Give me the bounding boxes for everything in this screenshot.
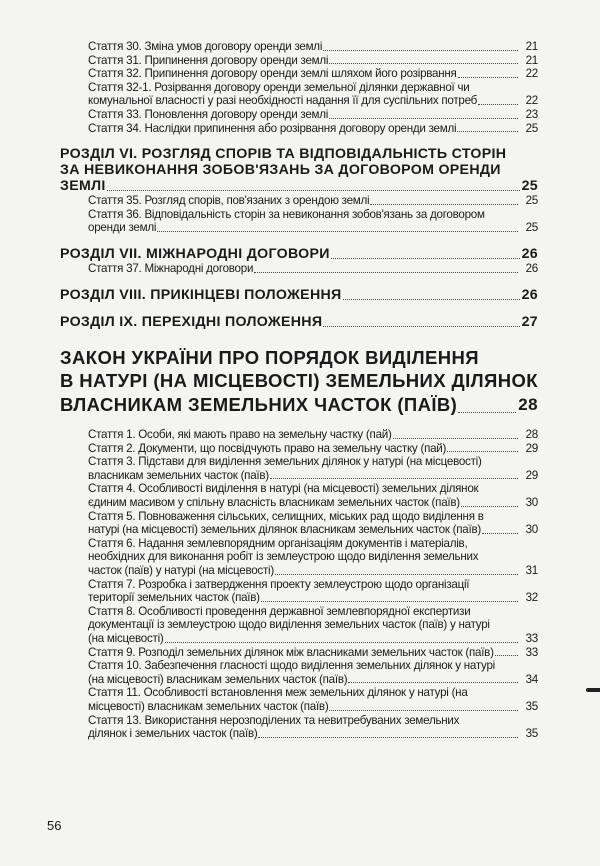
entry-line	[60, 146, 538, 162]
entry-line	[88, 81, 538, 95]
entry-text: необхідних для виконання робіт із землеустрою щодо виділення земельних	[88, 550, 479, 564]
toc-article-entry	[88, 262, 538, 276]
entry-text: Стаття 13. Використання нерозподілених та невитребуваних земельних	[88, 713, 460, 727]
dot-leader	[343, 299, 520, 300]
toc-section-entry	[60, 314, 538, 330]
entry-line	[60, 287, 538, 303]
toc-article-entry	[88, 67, 538, 81]
entry-page-number: 32	[525, 591, 538, 605]
entry-text: території земельних часток (паїв)	[88, 591, 260, 605]
entry-page-number: 23	[525, 107, 538, 121]
toc-article-entry	[88, 194, 538, 208]
entry-text: Стаття 31. Припинення договору оренди землі	[88, 53, 329, 67]
entry-page-number: 25	[525, 221, 538, 235]
entry-text: комунальної власності у разі необхідності надання її для суспільних потреб	[88, 94, 478, 108]
entry-page-number: 33	[525, 645, 538, 659]
toc-article-entry	[88, 605, 538, 646]
entry-line	[88, 564, 538, 578]
entry-line	[88, 428, 538, 442]
toc-article-entry	[88, 81, 538, 108]
entry-text: (на місцевості)	[88, 631, 164, 645]
dot-leader	[478, 104, 518, 105]
entry-text: Стаття 2. Документи, що посвідчують право на земельну частку (пай)	[88, 441, 447, 455]
entry-line	[88, 54, 538, 68]
entry-text: РОЗДІЛ IX. ПЕРЕХІДНІ ПОЛОЖЕННЯ	[60, 313, 323, 330]
dot-leader	[107, 190, 520, 191]
table-of-contents	[60, 40, 538, 741]
entry-line	[88, 455, 538, 469]
entry-line	[88, 67, 538, 81]
entry-line	[60, 369, 538, 393]
entry-text: Стаття 4. Особливості виділення в натурі (на місцевості) земельних ділянок	[88, 482, 479, 496]
entry-line	[60, 314, 538, 330]
entry-line	[88, 550, 538, 564]
entry-text: Стаття 9. Розподіл земельних ділянок між власниками земельних часток (паїв)	[88, 645, 494, 659]
toc-section-entry	[60, 146, 538, 194]
dot-leader	[482, 533, 518, 534]
dot-leader	[275, 574, 518, 575]
entry-page-number: 26	[525, 261, 538, 275]
entry-page-number: 29	[525, 468, 538, 482]
toc-article-entry	[88, 714, 538, 741]
entry-text: Стаття 3. Підстави для виділення земельних ділянок у натурі (на місцевості)	[88, 455, 482, 469]
entry-line	[88, 262, 538, 276]
entry-line	[88, 686, 538, 700]
dot-leader	[457, 131, 518, 132]
entry-page-number: 31	[525, 563, 538, 577]
entry-text: ЗАКОН УКРАЇНИ ПРО ПОРЯДОК ВИДІЛЕННЯ	[60, 346, 480, 368]
entry-text: ЗА НЕВИКОНАННЯ ЗОБОВ'ЯЗАНЬ ЗА ДОГОВОРОМ ОРЕНДИ	[60, 162, 501, 179]
toc-article-entry	[88, 659, 538, 686]
toc-article-entry	[88, 482, 538, 509]
entry-line	[88, 578, 538, 592]
entry-page-number: 27	[521, 313, 538, 330]
entry-line	[60, 346, 538, 370]
entry-page-number: 28	[525, 428, 538, 442]
entry-text: єдиним масивом у спільну власність власникам земельних часток (паїв)	[88, 496, 460, 509]
entry-text: Стаття 33. Поновлення договору оренди землі	[88, 107, 329, 121]
dot-leader	[270, 478, 518, 479]
entry-page-number: 25	[525, 194, 538, 208]
entry-text: Стаття 35. Розгляд спорів, пов'язаних з орендою землі	[88, 194, 370, 208]
entry-text: РОЗДІЛ VII. МІЖНАРОДНІ ДОГОВОРИ	[60, 245, 330, 262]
dot-leader	[165, 642, 518, 643]
entry-line	[88, 40, 538, 54]
entry-text: власникам земельних часток (паїв)	[88, 468, 269, 482]
entry-line	[88, 537, 538, 551]
entry-page-number: 34	[525, 672, 538, 686]
dot-leader	[393, 438, 518, 439]
toc-article-entry	[88, 208, 538, 235]
entry-line	[88, 221, 538, 235]
toc-article-entry	[88, 122, 538, 136]
entry-line	[88, 469, 538, 483]
dot-leader	[461, 506, 518, 507]
entry-text: ЗЕМЛІ	[60, 178, 106, 195]
entry-text: Стаття 32-1. Розірвання договору оренди земельної ділянки державної чи	[88, 80, 470, 94]
entry-line	[88, 591, 538, 605]
entry-text: РОЗДІЛ VIII. ПРИКІНЦЕВІ ПОЛОЖЕННЯ	[60, 286, 342, 303]
entry-line	[88, 714, 538, 728]
entry-text: Стаття 37. Міжнародні договори	[88, 261, 254, 275]
entry-line	[60, 393, 538, 417]
entry-line	[88, 523, 538, 537]
dot-leader	[458, 77, 518, 78]
entry-text: оренди землі	[88, 221, 157, 235]
dot-leader	[329, 118, 518, 119]
entry-text: Стаття 1. Особи, які мають право на земельну частку (пай)	[88, 428, 392, 442]
entry-text: місцевості) власникам земельних часток (паїв)	[88, 699, 329, 713]
entry-text: Стаття 7. Розробка і затвердження проекту землеустрою щодо організації	[88, 577, 470, 591]
toc-article-entry	[88, 578, 538, 605]
entry-page-number: 35	[525, 727, 538, 741]
dot-leader	[254, 272, 518, 273]
entry-line	[88, 659, 538, 673]
entry-page-number: 21	[525, 53, 538, 67]
entry-line	[88, 700, 538, 714]
entry-page-number: 28	[518, 394, 538, 414]
entry-text: ділянок і земельних часток (паїв)	[88, 727, 258, 741]
entry-line	[88, 510, 538, 524]
entry-page-number: 25	[525, 121, 538, 135]
entry-text: ВЛАСНИКАМ ЗЕМЕЛЬНИХ ЧАСТОК (ПАЇВ)	[60, 393, 458, 415]
entry-page-number: 33	[525, 631, 538, 645]
page-number: 56	[47, 818, 62, 833]
toc-article-entry	[88, 537, 538, 578]
dot-leader	[329, 710, 518, 711]
entry-line	[60, 246, 538, 262]
entry-line	[88, 673, 538, 687]
dot-leader	[323, 326, 519, 327]
dot-leader	[329, 63, 518, 64]
entry-text: документації із землеустрою щодо виділення земельних часток (паїв) у натурі	[88, 618, 490, 632]
toc-article-entry	[88, 428, 538, 442]
entry-text: (на місцевості) власникам земельних часток (паїв)	[88, 672, 348, 686]
toc-section-entry	[60, 246, 538, 262]
entry-line	[88, 208, 538, 222]
entry-line	[88, 496, 538, 510]
dot-leader	[348, 682, 518, 683]
toc-article-entry	[88, 40, 538, 54]
entry-page-number: 22	[525, 94, 538, 108]
entry-page-number: 22	[525, 67, 538, 81]
entry-text: натурі (на місцевості) земельних ділянок власникам земельних часток (паїв)	[88, 523, 481, 537]
entry-text: Стаття 30. Зміна умов договору оренди землі	[88, 40, 323, 53]
entry-page-number: 26	[521, 245, 538, 262]
dot-leader	[458, 412, 516, 413]
entry-line	[60, 162, 538, 178]
dot-leader	[370, 204, 518, 205]
entry-line	[88, 442, 538, 456]
dot-leader	[157, 231, 518, 232]
entry-page-number: 25	[521, 178, 538, 195]
entry-line	[88, 618, 538, 632]
entry-text: Стаття 36. Відповідальність сторін за невиконання зобов'язань за договором	[88, 207, 485, 221]
toc-law-title	[60, 346, 538, 417]
toc-section-entry	[60, 287, 538, 303]
entry-text: Стаття 5. Повноваження сільських, селищних, міських рад щодо виділення в	[88, 509, 484, 523]
entry-line	[88, 108, 538, 122]
entry-line	[60, 178, 538, 194]
entry-line	[88, 646, 538, 660]
entry-text: РОЗДІЛ VI. РОЗГЛЯД СПОРІВ ТА ВІДПОВІДАЛЬНІСТЬ СТОРІН	[60, 146, 507, 163]
dot-leader	[447, 451, 518, 452]
entry-line	[88, 482, 538, 496]
entry-page-number: 29	[525, 441, 538, 455]
dot-leader	[261, 601, 518, 602]
entry-text: Стаття 32. Припинення договору оренди землі шляхом його розірвання	[88, 67, 457, 81]
entry-line	[88, 94, 538, 108]
entry-text: Стаття 10. Забезпечення гласності щодо виділення земельних ділянок у натурі	[88, 659, 495, 673]
entry-line	[88, 194, 538, 208]
toc-article-entry	[88, 108, 538, 122]
dot-leader	[323, 50, 518, 51]
entry-page-number: 30	[525, 523, 538, 537]
entry-text: В НАТУРІ (НА МІСЦЕВОСТІ) ЗЕМЕЛЬНИХ ДІЛЯНОК	[60, 370, 538, 392]
entry-text: Стаття 11. Особливості встановлення меж земельних ділянок у натурі (на	[88, 686, 468, 700]
toc-article-entry	[88, 54, 538, 68]
entry-page-number: 26	[521, 286, 538, 303]
toc-article-entry	[88, 442, 538, 456]
toc-article-entry	[88, 646, 538, 660]
dot-leader	[495, 655, 518, 656]
entry-page-number: 30	[525, 496, 538, 509]
entry-text: Стаття 34. Наслідки припинення або розірвання договору оренди землі	[88, 121, 457, 135]
entry-line	[88, 122, 538, 136]
dot-leader	[331, 258, 520, 259]
entry-page-number: 21	[525, 40, 538, 53]
toc-article-entry	[88, 510, 538, 537]
page-edge-mark	[586, 688, 600, 692]
entry-line	[88, 605, 538, 619]
entry-text: Стаття 6. Надання землевпорядним організаціям документів і матеріалів,	[88, 536, 468, 550]
entry-line	[88, 727, 538, 741]
entry-line	[88, 632, 538, 646]
toc-article-entry	[88, 686, 538, 713]
toc-article-entry	[88, 455, 538, 482]
dot-leader	[258, 737, 518, 738]
entry-text: часток (паїв) у натурі (на місцевості)	[88, 563, 274, 577]
entry-text: Стаття 8. Особливості проведення державної землевпорядної експертизи	[88, 604, 471, 618]
entry-page-number: 35	[525, 699, 538, 713]
